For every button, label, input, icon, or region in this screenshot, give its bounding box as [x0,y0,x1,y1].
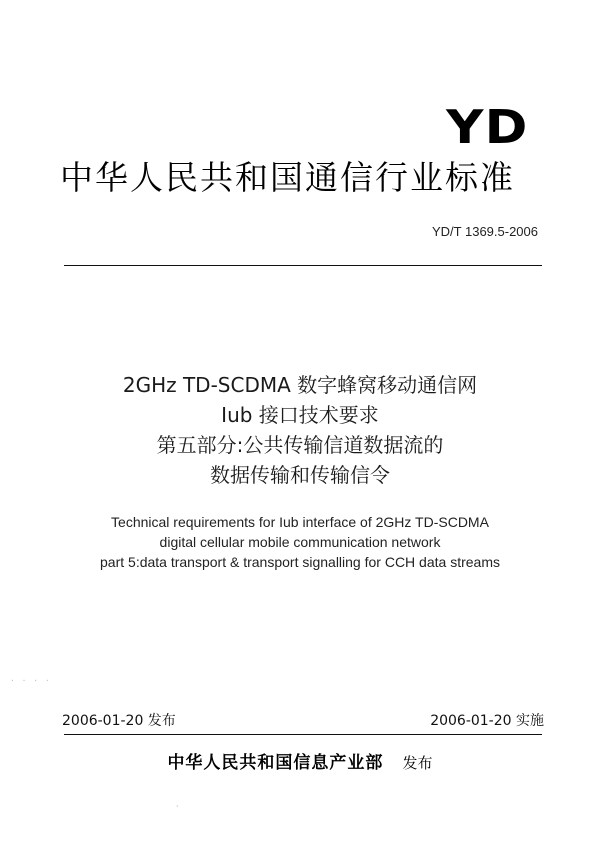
yd-logo: YD [445,100,528,154]
chinese-document-title [0,370,600,490]
issuer-suffix: 发布 [402,754,433,772]
bottom-divider [64,734,542,735]
en-title-line-2: digital cellular mobile communication network [159,534,441,550]
publish-date: 2006-01-20 发布 [62,713,176,729]
cn-title-line-3: 第五部分:公共传输信道数据流的 [156,433,444,457]
en-title-line-1: Technical requirements for Iub interface of 2GHz TD-SCDMA [111,514,489,530]
standard-number: YD/T 1369.5-2006 [432,224,538,239]
issuer-name: 中华人民共和国信息产业部 [167,753,384,773]
scan-speck: · [176,802,179,811]
english-document-title [0,512,600,572]
scan-dots: · · · · [10,676,51,685]
en-title-line-3: part 5:data transport & transport signalling for CCH data streams [100,554,500,570]
cn-title-line-2: Iub 接口技术要求 [221,403,379,427]
top-divider [64,265,542,266]
cn-title-line-1: 2GHz TD-SCDMA 数字蜂窝移动通信网 [122,373,478,397]
industry-standard-title: 中华人民共和国通信行业标准 [60,158,515,197]
effective-date: 2006-01-20 实施 [430,713,544,729]
issuer-line [0,748,600,773]
cn-title-line-4: 数据传输和传输信令 [210,463,390,487]
